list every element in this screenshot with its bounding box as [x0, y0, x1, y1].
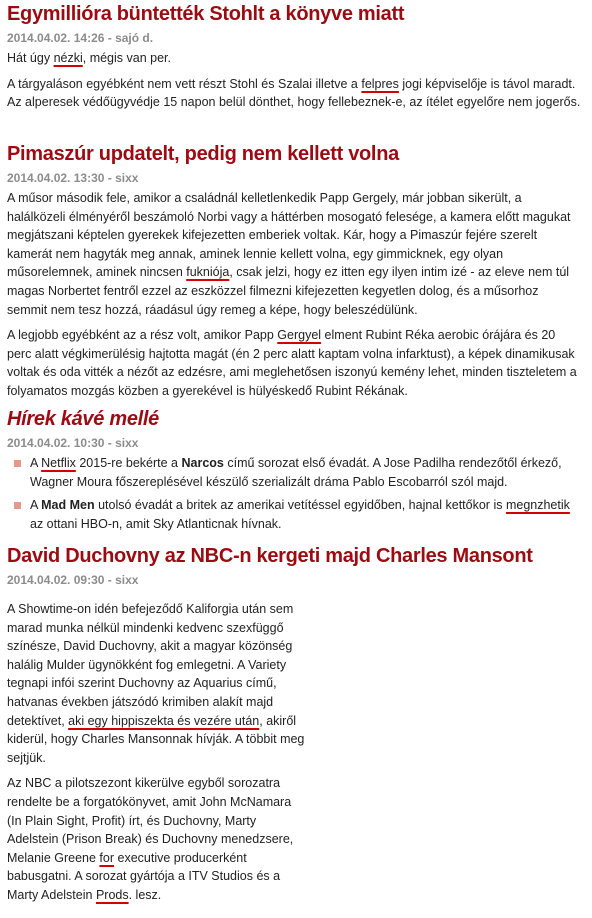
post-3 [0, 407, 592, 538]
news-list [0, 454, 592, 533]
post-paragraph: A Showtime-on idén befejeződő Kaliforgia után sem marad munka nélkül mindenki kedvenc szexfüggő színésze, David Duchovny, akit a magyar közönség halálig Mulder ügynökként fog emlegetni. A Variety tegnapi infói szerint Duchovny az Aquarius című, hatvanas években játszódó krimiben alakít majd detektívet, aki egy hippiszekta és vezére után, akiről kiderül, hogy Charles Mansonnak hívják. A többit meg sejtjük. [7, 602, 305, 765]
post-1 [0, 2, 592, 112]
post-paragraph: Hát úgy nézki, mégis van per. [7, 51, 171, 65]
post-2 [0, 142, 592, 401]
spellcheck-word: aki egy hippiszekta és vezére után [68, 713, 260, 728]
post-paragraph: A műsor második fele, amikor a családnál kelletlenkedik Papp Gergely, már jobban sikerült, a halálközeli élményéről beszámoló Norbi vagy a háttérben mosogató felesége, a kamera előtt magukat megjátszani képtelen gyerekek kifejezetten emberiek voltak. Kár, hogy a Pimaszúr fejére szerelt kamerát nem hagyták meg annak, aminek lennie kellett volna, egy gimmicknek, egy olyan műsorelemnek, aminek nincsen fukniója, csak jelzi, hogy ez itten egy ilyen intim izé - az eleve nem túl magas Norbertet fentről ezzel az eszközzel filmezni kifejezetten kegyetlen dolog, és a műsorhoz semmit nem tesz hozzá, ráadásul úgy remeg a képe, hogy beleszédülünk. [7, 191, 571, 317]
list-item: A Netflix 2015-re bekérte a Narcos című sorozat első évadát. A Jose Padilha rendezőtől érkező, Wagner Moura főszereplésével készülő szerializált dráma Pablo Escobarról szól majd. [7, 454, 582, 491]
spellcheck-word: Netflix [41, 456, 76, 470]
post-title[interactable]: David Duchovny az NBC-n kergeti majd Charles Mansont [7, 545, 533, 567]
spellcheck-word: nézki [53, 51, 83, 65]
post-paragraph: A tárgyaláson egyébként nem vett részt Stohl és Szalai illetve a felpres jogi képviselője is távol maradt. Az alperesek védőügyvédje 15 napon belül dönthet, hogy fellebeznek-e, az ítélet egyelőre nem jogerős. [7, 76, 581, 110]
post-meta: 2014.04.02. 10:30 - sixx [7, 436, 139, 450]
bullet-icon [14, 502, 21, 509]
post-title[interactable]: Pimaszúr updatelt, pedig nem kellett volna [7, 143, 399, 165]
spellcheck-word: Gergyel [277, 328, 322, 343]
spellcheck-word: felpres [361, 76, 399, 91]
post-4 [0, 544, 592, 905]
post-meta: 2014.04.02. 13:30 - sixx [7, 171, 139, 185]
post-title[interactable]: Egymillióra büntették Stohlt a könyve miatt [7, 3, 405, 25]
spellcheck-word: for [99, 850, 115, 865]
post-meta: 2014.04.02. 09:30 - sixx [7, 573, 139, 587]
list-item: A Mad Men utolsó évadát a britek az amerikai vetítéssel egyidőben, hajnal kettőkor is megnzhetik az ottani HBO-n, amit Sky Atlanticnak hívnak. [7, 496, 582, 533]
post-meta: 2014.04.02. 14:26 - sajó d. [7, 31, 154, 45]
post-paragraph: A legjobb egyébként az a rész volt, amikor Papp Gergyel elment Rubint Réka aerobic órájára és 20 perc alatt végkimerülésig hajtotta magát (én 2 perc alatt kaptam volna infarktust), a képek dinamikusak voltak és oda vitték a nézőt az edzésre, ami meglehetősen iszonyú kemény lehet, minden tiszteletem a folyamatos mozgás közben a gyerekével is hülyéskedő Rubint Rékának. [7, 328, 577, 398]
spellcheck-word: Prods [95, 887, 129, 902]
bullet-icon [14, 460, 21, 467]
post-paragraph: Az NBC a pilotszezont kikerülve egyből sorozatra rendelte be a forgatókönyvet, amit John McNamara (In Plain Sight, Profit) írt, és Duchovny, Marty Adelstein (Prison Break) és Duchovny menedzsere, Melanie Greene for executive producerként babusgatni. A sorozat gyártója a ITV Studios és a Marty Adelstein Prods. lesz. [7, 776, 294, 902]
post-title[interactable]: Hírek kávé mellé [7, 408, 159, 430]
spellcheck-word: megnzhetik [505, 498, 570, 513]
spellcheck-word: fukniója [186, 265, 230, 280]
